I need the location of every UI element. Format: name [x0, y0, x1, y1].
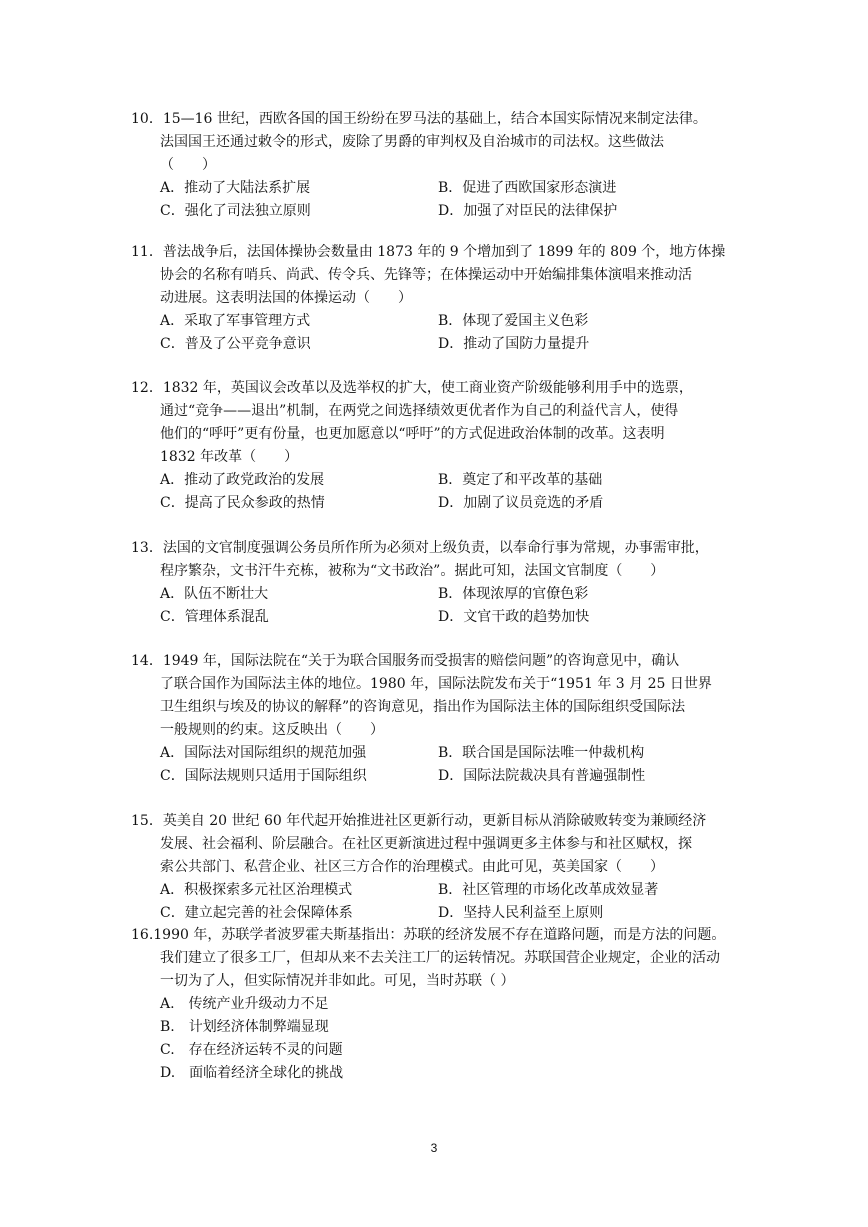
- options-row: [131, 469, 749, 492]
- option-d[interactable]: D．加强了对臣民的法律保护: [438, 203, 618, 219]
- question-14: [131, 650, 749, 788]
- question-stem-line: （ ）: [160, 157, 216, 173]
- options-row: [131, 492, 749, 515]
- option-c[interactable]: C．提高了民众参政的热情: [160, 495, 325, 511]
- question-stem-line: 1832 年改革（ ）: [160, 449, 299, 465]
- option-b[interactable]: B．联合国是国际法唯一仲裁机构: [438, 745, 645, 761]
- question-stem-line: 索公共部门、私营企业、社区三方合作的治理模式。由此可见，英美国家（ ）: [160, 859, 664, 875]
- question-stem-line: 一般规则的约束。这反映出（ ）: [160, 722, 384, 738]
- question-stem-line: 法国国王还通过敕令的形式，废除了男爵的审判权及自治城市的司法权。这些做法: [160, 134, 664, 150]
- question-stem-line: 15．英美自 20 世纪 60 年代起开始推进社区更新行动，更新目标从消除破败转变为兼顾经济: [131, 813, 707, 829]
- question-11: [131, 241, 749, 356]
- option-b[interactable]: B．体现了爱国主义色彩: [438, 313, 589, 329]
- option-b[interactable]: B．社区管理的市场化改革成效显著: [438, 882, 659, 898]
- question-stem-line: 动进展。这表明法国的体操运动（ ）: [160, 290, 412, 306]
- option-d[interactable]: D．坚持人民利益至上原则: [438, 905, 604, 921]
- options-row: [131, 879, 749, 902]
- option-a[interactable]: A．推动了政党政治的发展: [160, 472, 325, 488]
- question-15: [131, 810, 749, 925]
- options-row: [131, 765, 749, 788]
- options-row: [131, 742, 749, 765]
- question-stem-line: 了联合国作为国际法主体的地位。1980 年，国际法院发布关于“1951 年 3 月 25 日世界: [160, 676, 712, 692]
- question-stem-line: 14．1949 年，国际法院在“关于为联合国服务而受损害的赔偿问题”的咨询意见中，确认: [131, 653, 680, 669]
- question-12: [131, 377, 749, 515]
- options-row: [131, 310, 749, 333]
- options-row: [131, 902, 749, 925]
- option-a[interactable]: A. 传统产业升级动力不足: [160, 996, 329, 1012]
- option-b[interactable]: B．促进了西欧国家形态演进: [438, 180, 617, 196]
- options-row: [131, 606, 749, 629]
- option-a[interactable]: A．采取了军事管理方式: [160, 313, 311, 329]
- question-16: [131, 924, 749, 1085]
- options-row: [131, 583, 749, 606]
- option-c[interactable]: C．建立起完善的社会保障体系: [160, 905, 353, 921]
- question-stem-line: 我们建立了很多工厂，但却从来不去关注工厂的运转情况。苏联国营企业规定，企业的活动: [160, 950, 720, 966]
- option-d[interactable]: D. 面临着经济全球化的挑战: [160, 1065, 344, 1081]
- option-d[interactable]: D．推动了国防力量提升: [438, 336, 590, 352]
- question-10: [131, 108, 749, 223]
- option-c[interactable]: C. 存在经济运转不灵的问题: [160, 1042, 343, 1058]
- option-b[interactable]: B．奠定了和平改革的基础: [438, 472, 603, 488]
- option-b[interactable]: B．体现浓厚的官僚色彩: [438, 586, 589, 602]
- question-stem-line: 13．法国的文官制度强调公务员所作所为必须对上级负责，以奉命行事为常规，办事需审批，: [131, 540, 709, 556]
- options-row: [131, 333, 749, 356]
- option-d[interactable]: D．加剧了议员竞选的矛盾: [438, 495, 604, 511]
- option-a[interactable]: A．推动了大陆法系扩展: [160, 180, 311, 196]
- question-stem-line: 11．普法战争后，法国体操协会数量由 1873 年的 9 个增加到了 1899 年的 809 个，地方体操: [131, 244, 726, 260]
- option-c[interactable]: C．国际法规则只适用于国际组织: [160, 768, 367, 784]
- option-c[interactable]: C．普及了公平竞争意识: [160, 336, 311, 352]
- option-d[interactable]: D．国际法院裁决具有普遍强制性: [438, 768, 646, 784]
- option-a[interactable]: A．队伍不断壮大: [160, 586, 269, 602]
- question-stem-line: 12．1832 年，英国议会改革以及选举权的扩大，使工商业资产阶级能够利用手中的选票，: [131, 380, 693, 396]
- question-stem-line: 协会的名称有哨兵、尚武、传令兵、先锋等；在体操运动中开始编排集体演唱来推动活: [160, 267, 692, 283]
- option-a[interactable]: A．积极探索多元社区治理模式: [160, 882, 353, 898]
- option-d[interactable]: D．文官干政的趋势加快: [438, 609, 590, 625]
- option-c[interactable]: C．管理体系混乱: [160, 609, 269, 625]
- question-stem-line: 发展、社会福利、阶层融合。在社区更新演进过程中强调更多主体参与和社区赋权，探: [160, 836, 692, 852]
- page-number: 3: [430, 1141, 438, 1155]
- options-row: [131, 177, 749, 200]
- question-stem-line: 他们的“呼吁”更有份量，也更加愿意以“呼吁”的方式促进政治体制的改革。这表明: [160, 426, 665, 442]
- question-stem-line: 一切为了人，但实际情况并非如此。可见，当时苏联（ ）: [160, 973, 515, 989]
- question-13: [131, 537, 749, 629]
- option-c[interactable]: C．强化了司法独立原则: [160, 203, 311, 219]
- question-stem-line: 程序繁杂，文书汗牛充栋，被称为“文书政治”。据此可知，法国文官制度（ ）: [160, 563, 665, 579]
- question-stem-line: 10．15—16 世纪，西欧各国的国王纷纷在罗马法的基础上，结合本国实际情况来制定法律。: [131, 111, 707, 127]
- options-row: [131, 200, 749, 223]
- option-a[interactable]: A．国际法对国际组织的规范加强: [160, 745, 367, 761]
- option-b[interactable]: B. 计划经济体制弊端显现: [160, 1019, 329, 1035]
- question-stem-line: 卫生组织与埃及的协议的解释”的咨询意见，指出作为国际法主体的国际组织受国际法: [160, 699, 686, 715]
- question-stem-line: 通过“竞争——退出”机制，在两党之间选择绩效更优者作为自己的利益代言人，使得: [160, 403, 679, 419]
- question-stem-line: 16.1990 年，苏联学者波罗霍夫斯基指出：苏联的经济发展不存在道路问题，而是方法的问题。: [131, 927, 726, 943]
